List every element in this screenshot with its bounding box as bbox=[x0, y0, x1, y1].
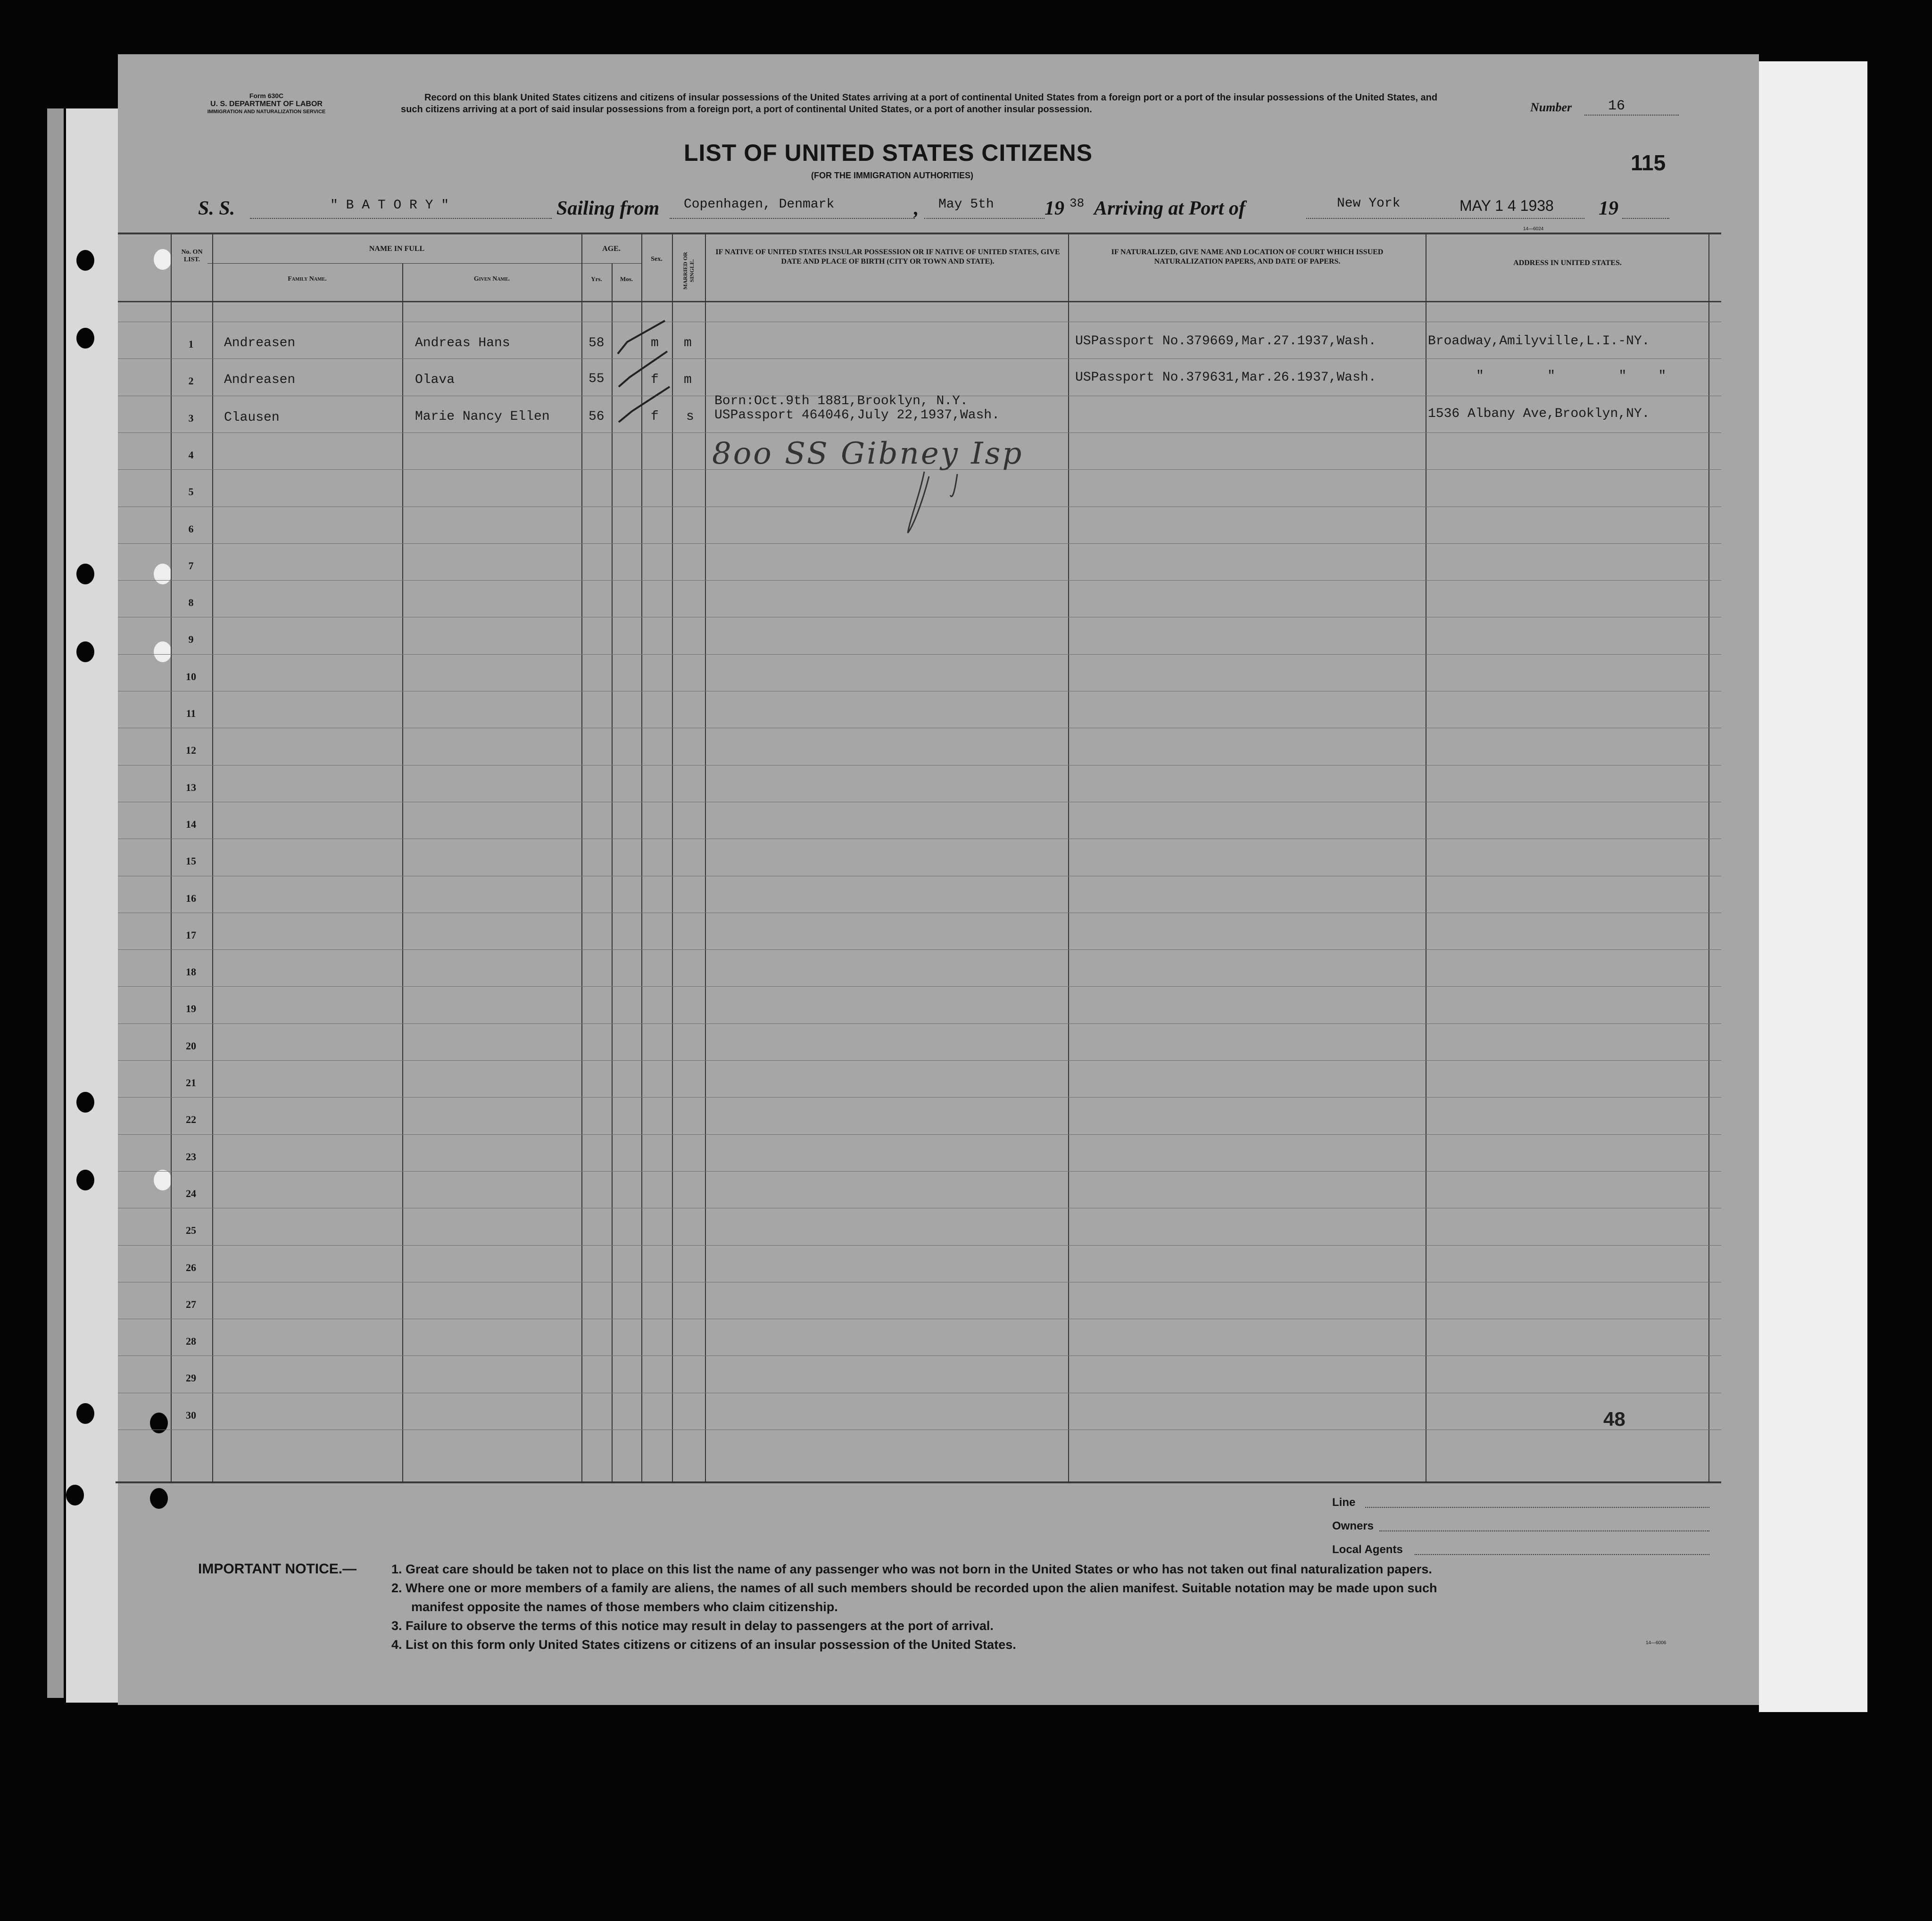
col-divider bbox=[612, 263, 613, 1483]
intro-instructions: Record on this blank United States citizens and citizens of insular possessions of the United States arriving at a port of continental United States from a foreign port or a port of the insular possessions of the United States, and such citizens arriving at a port of said insular possessions from a foreign port, a port of continental United States, or a port of another insular possession. bbox=[401, 92, 1438, 115]
row-number: 6 bbox=[188, 523, 194, 535]
marital-status: m bbox=[684, 373, 692, 387]
col-divider bbox=[581, 233, 582, 1483]
row-number: 4 bbox=[188, 449, 194, 461]
row-number: 28 bbox=[186, 1335, 196, 1347]
col-header-birth: IF NATIVE OF UNITED STATES INSULAR POSSESSION OR IF NATIVE OF UNITED STATES, GIVE DATE AND PLACE OF BIRTH (CITY OR TOWN AND STATE). bbox=[715, 248, 1060, 266]
row-rule bbox=[118, 1171, 1721, 1172]
sex: f bbox=[651, 409, 659, 424]
arrival-port: New York bbox=[1337, 196, 1401, 211]
binding-hole bbox=[154, 1170, 172, 1190]
sailing-year-suffix: 38 bbox=[1070, 196, 1085, 210]
col-header-name-in-full: NAME IN FULL bbox=[369, 245, 425, 253]
col-header-marital: MARRIED OR SINGLE. bbox=[682, 252, 695, 290]
service-name: IMMIGRATION AND NATURALIZATION SERVICE bbox=[207, 109, 326, 115]
col-header-age: AGE. bbox=[602, 245, 621, 253]
row-rule bbox=[118, 432, 1721, 433]
row-number: 14 bbox=[186, 818, 196, 830]
row-number: 11 bbox=[186, 707, 196, 719]
binding-strip bbox=[66, 108, 118, 1703]
bottom-count-number: 48 bbox=[1603, 1408, 1625, 1430]
form-identifier bbox=[172, 92, 361, 116]
col-header-sex: Sex. bbox=[651, 256, 663, 263]
binding-hole bbox=[154, 249, 172, 270]
address: 1536 Albany Ave,Brooklyn,NY. bbox=[1428, 407, 1650, 421]
birth-passport-info: USPassport 464046,July 22,1937,Wash. bbox=[714, 408, 1000, 423]
binding-hole bbox=[150, 1488, 168, 1509]
sex: f bbox=[651, 373, 659, 387]
row-number: 29 bbox=[186, 1372, 196, 1384]
row-number: 15 bbox=[186, 855, 196, 867]
binding-hole bbox=[76, 641, 94, 662]
page-stamp-number: 115 bbox=[1631, 150, 1666, 175]
arrival-port-line bbox=[1306, 218, 1584, 219]
row-number: 25 bbox=[186, 1224, 196, 1237]
family-name: Clausen bbox=[224, 410, 280, 425]
notice-item-2-continued: manifest opposite the names of those members who claim citizenship. bbox=[411, 1600, 838, 1614]
row-number: 10 bbox=[186, 670, 196, 682]
binding-hole bbox=[76, 564, 94, 584]
row-number: 8 bbox=[188, 597, 194, 609]
binding-hole bbox=[76, 250, 94, 271]
list-number: 16 bbox=[1608, 98, 1625, 114]
row-number: 18 bbox=[186, 966, 196, 978]
binding-hole bbox=[150, 1413, 168, 1433]
row-number: 19 bbox=[186, 1003, 196, 1015]
ship-name: " B A T O R Y " bbox=[330, 198, 449, 213]
row-rule bbox=[118, 949, 1721, 950]
row-number: 9 bbox=[188, 633, 194, 646]
row-rule bbox=[118, 580, 1721, 581]
row-number: 5 bbox=[188, 486, 194, 498]
local-agents-field bbox=[1415, 1554, 1709, 1555]
given-name: Olava bbox=[415, 373, 455, 387]
sailing-from-line bbox=[670, 218, 915, 219]
handwritten-inspector-note: 8oo SS Gibney Isp bbox=[712, 436, 1024, 471]
family-name: Andreasen bbox=[224, 336, 296, 350]
marital-status: m bbox=[684, 336, 692, 350]
col-header-given-name: Given Name. bbox=[473, 275, 510, 283]
number-label: Number bbox=[1530, 100, 1572, 114]
col-header-family-name: Family Name. bbox=[288, 275, 327, 283]
binding-hole bbox=[76, 1170, 94, 1190]
notice-item-4: 4. List on this form only United States citizens or citizens of an insular possession of the United States. bbox=[391, 1638, 1016, 1652]
row-number: 7 bbox=[188, 559, 194, 572]
col-header-months: Mos. bbox=[620, 275, 633, 283]
col-header-years: Yrs. bbox=[591, 275, 602, 283]
table-header-bottom bbox=[118, 301, 1721, 302]
row-number: 2 bbox=[188, 375, 194, 387]
given-name: Andreas Hans bbox=[415, 336, 510, 350]
col-header-address: ADDRESS IN UNITED STATES. bbox=[1513, 259, 1622, 267]
row-rule bbox=[118, 358, 1721, 359]
notice-item-1: 1. Great care should be taken not to place on this list the name of any passenger who was not born in the United States or who has not taken out final naturalization papers. bbox=[391, 1562, 1432, 1576]
col-divider bbox=[1068, 233, 1069, 1483]
row-rule bbox=[118, 986, 1721, 987]
arriving-label: Arriving at Port of bbox=[1094, 198, 1245, 219]
sailing-date: May 5th bbox=[938, 197, 994, 212]
binding-hole bbox=[76, 1403, 94, 1424]
check-marks bbox=[608, 302, 684, 424]
scan-edge bbox=[47, 108, 64, 1698]
address: " " " " bbox=[1476, 369, 1667, 383]
row-number: 21 bbox=[186, 1077, 196, 1089]
row-number: 24 bbox=[186, 1187, 196, 1199]
ship-name-line bbox=[250, 218, 552, 219]
birth-info: Born:Oct.9th 1881,Brooklyn, N.Y. bbox=[714, 394, 968, 408]
signature-tail bbox=[896, 467, 990, 542]
name-header-divider bbox=[207, 263, 611, 264]
binding-hole bbox=[76, 328, 94, 349]
col-divider bbox=[171, 233, 172, 1483]
family-name: Andreasen bbox=[224, 373, 296, 387]
binding-hole bbox=[154, 564, 172, 584]
page-subtitle: (FOR THE IMMIGRATION AUTHORITIES) bbox=[811, 171, 973, 180]
binding-hole bbox=[76, 1092, 94, 1113]
col-divider bbox=[402, 263, 403, 1483]
row-number: 26 bbox=[186, 1261, 196, 1273]
table-top-border bbox=[118, 233, 1721, 234]
row-rule bbox=[118, 1060, 1721, 1061]
department-name: U. S. DEPARTMENT OF LABOR bbox=[210, 100, 323, 108]
row-number: 12 bbox=[186, 744, 196, 757]
col-header-naturalization: IF NATURALIZED, GIVE NAME AND LOCATION OF COURT WHICH ISSUED NATURALIZATION PAPERS, AND DATE OF PAPERS. bbox=[1111, 248, 1384, 266]
row-rule bbox=[118, 1245, 1721, 1246]
local-agents-label: Local Agents bbox=[1332, 1543, 1403, 1556]
row-number: 23 bbox=[186, 1150, 196, 1163]
ss-label: S. S. bbox=[198, 198, 235, 219]
owners-label: Owners bbox=[1332, 1520, 1374, 1532]
row-number: 22 bbox=[186, 1114, 196, 1126]
marital-status: s bbox=[686, 409, 694, 424]
page-title: LIST OF UNITED STATES CITIZENS bbox=[684, 140, 1093, 166]
naturalization-info: USPassport No.379631,Mar.26.1937,Wash. bbox=[1075, 370, 1376, 385]
owners-field bbox=[1379, 1530, 1709, 1531]
row-rule bbox=[118, 1097, 1721, 1098]
row-rule bbox=[118, 654, 1721, 655]
binding-hole bbox=[154, 641, 172, 662]
given-name: Marie Nancy Ellen bbox=[415, 409, 550, 424]
sailing-from-label: Sailing from bbox=[556, 198, 660, 219]
col-divider bbox=[705, 233, 706, 1483]
row-number: 3 bbox=[188, 412, 194, 424]
row-number: 27 bbox=[186, 1298, 196, 1310]
sex: m bbox=[651, 336, 659, 350]
naturalization-info: USPassport No.379669,Mar.27.1937,Wash. bbox=[1075, 334, 1376, 349]
row-number: 1 bbox=[188, 338, 194, 350]
row-number: 17 bbox=[186, 929, 196, 941]
age-years: 58 bbox=[589, 336, 605, 350]
row-rule bbox=[118, 543, 1721, 544]
paper-margin-strip bbox=[1759, 61, 1867, 1712]
arrival-date-stamp: MAY 1 4 1938 bbox=[1459, 197, 1554, 214]
age-years: 55 bbox=[589, 372, 605, 386]
row-number: 16 bbox=[186, 892, 196, 904]
sailing-from-port: Copenhagen, Denmark bbox=[684, 197, 835, 212]
col-divider bbox=[212, 233, 213, 1483]
arrival-year-line bbox=[1622, 218, 1669, 219]
row-number: 20 bbox=[186, 1040, 196, 1052]
print-code-bottom: 14—6006 bbox=[1646, 1640, 1667, 1646]
arrival-year-prefix: 19 bbox=[1599, 198, 1618, 219]
notice-item-3: 3. Failure to observe the terms of this notice may result in delay to passengers at the port of arrival. bbox=[391, 1619, 994, 1633]
col-header-number: No. ON LIST. bbox=[181, 249, 203, 263]
line-label: Line bbox=[1332, 1496, 1356, 1509]
sailing-year-prefix: 19 bbox=[1045, 198, 1064, 219]
row-rule bbox=[118, 1134, 1721, 1135]
col-divider bbox=[1708, 233, 1709, 1483]
sailing-date-line bbox=[924, 218, 1045, 219]
form-number: Form 630C bbox=[249, 92, 284, 100]
print-code-top: 14—6024 bbox=[1523, 226, 1544, 232]
number-underline bbox=[1584, 115, 1679, 116]
address: Broadway,Amilyville,L.I.-NY. bbox=[1428, 334, 1650, 349]
binding-hole bbox=[66, 1485, 84, 1505]
table-bottom-border bbox=[116, 1481, 1721, 1483]
age-years: 56 bbox=[589, 409, 605, 424]
notice-heading: IMPORTANT NOTICE.— bbox=[198, 1561, 357, 1577]
row-rule bbox=[118, 1023, 1721, 1024]
notice-item-2: 2. Where one or more members of a family are aliens, the names of all such members should be recorded upon the alien manifest. Suitable notation may be made upon such bbox=[391, 1581, 1437, 1595]
line-field bbox=[1365, 1507, 1709, 1508]
row-number: 30 bbox=[186, 1409, 196, 1421]
row-number: 13 bbox=[186, 781, 196, 793]
